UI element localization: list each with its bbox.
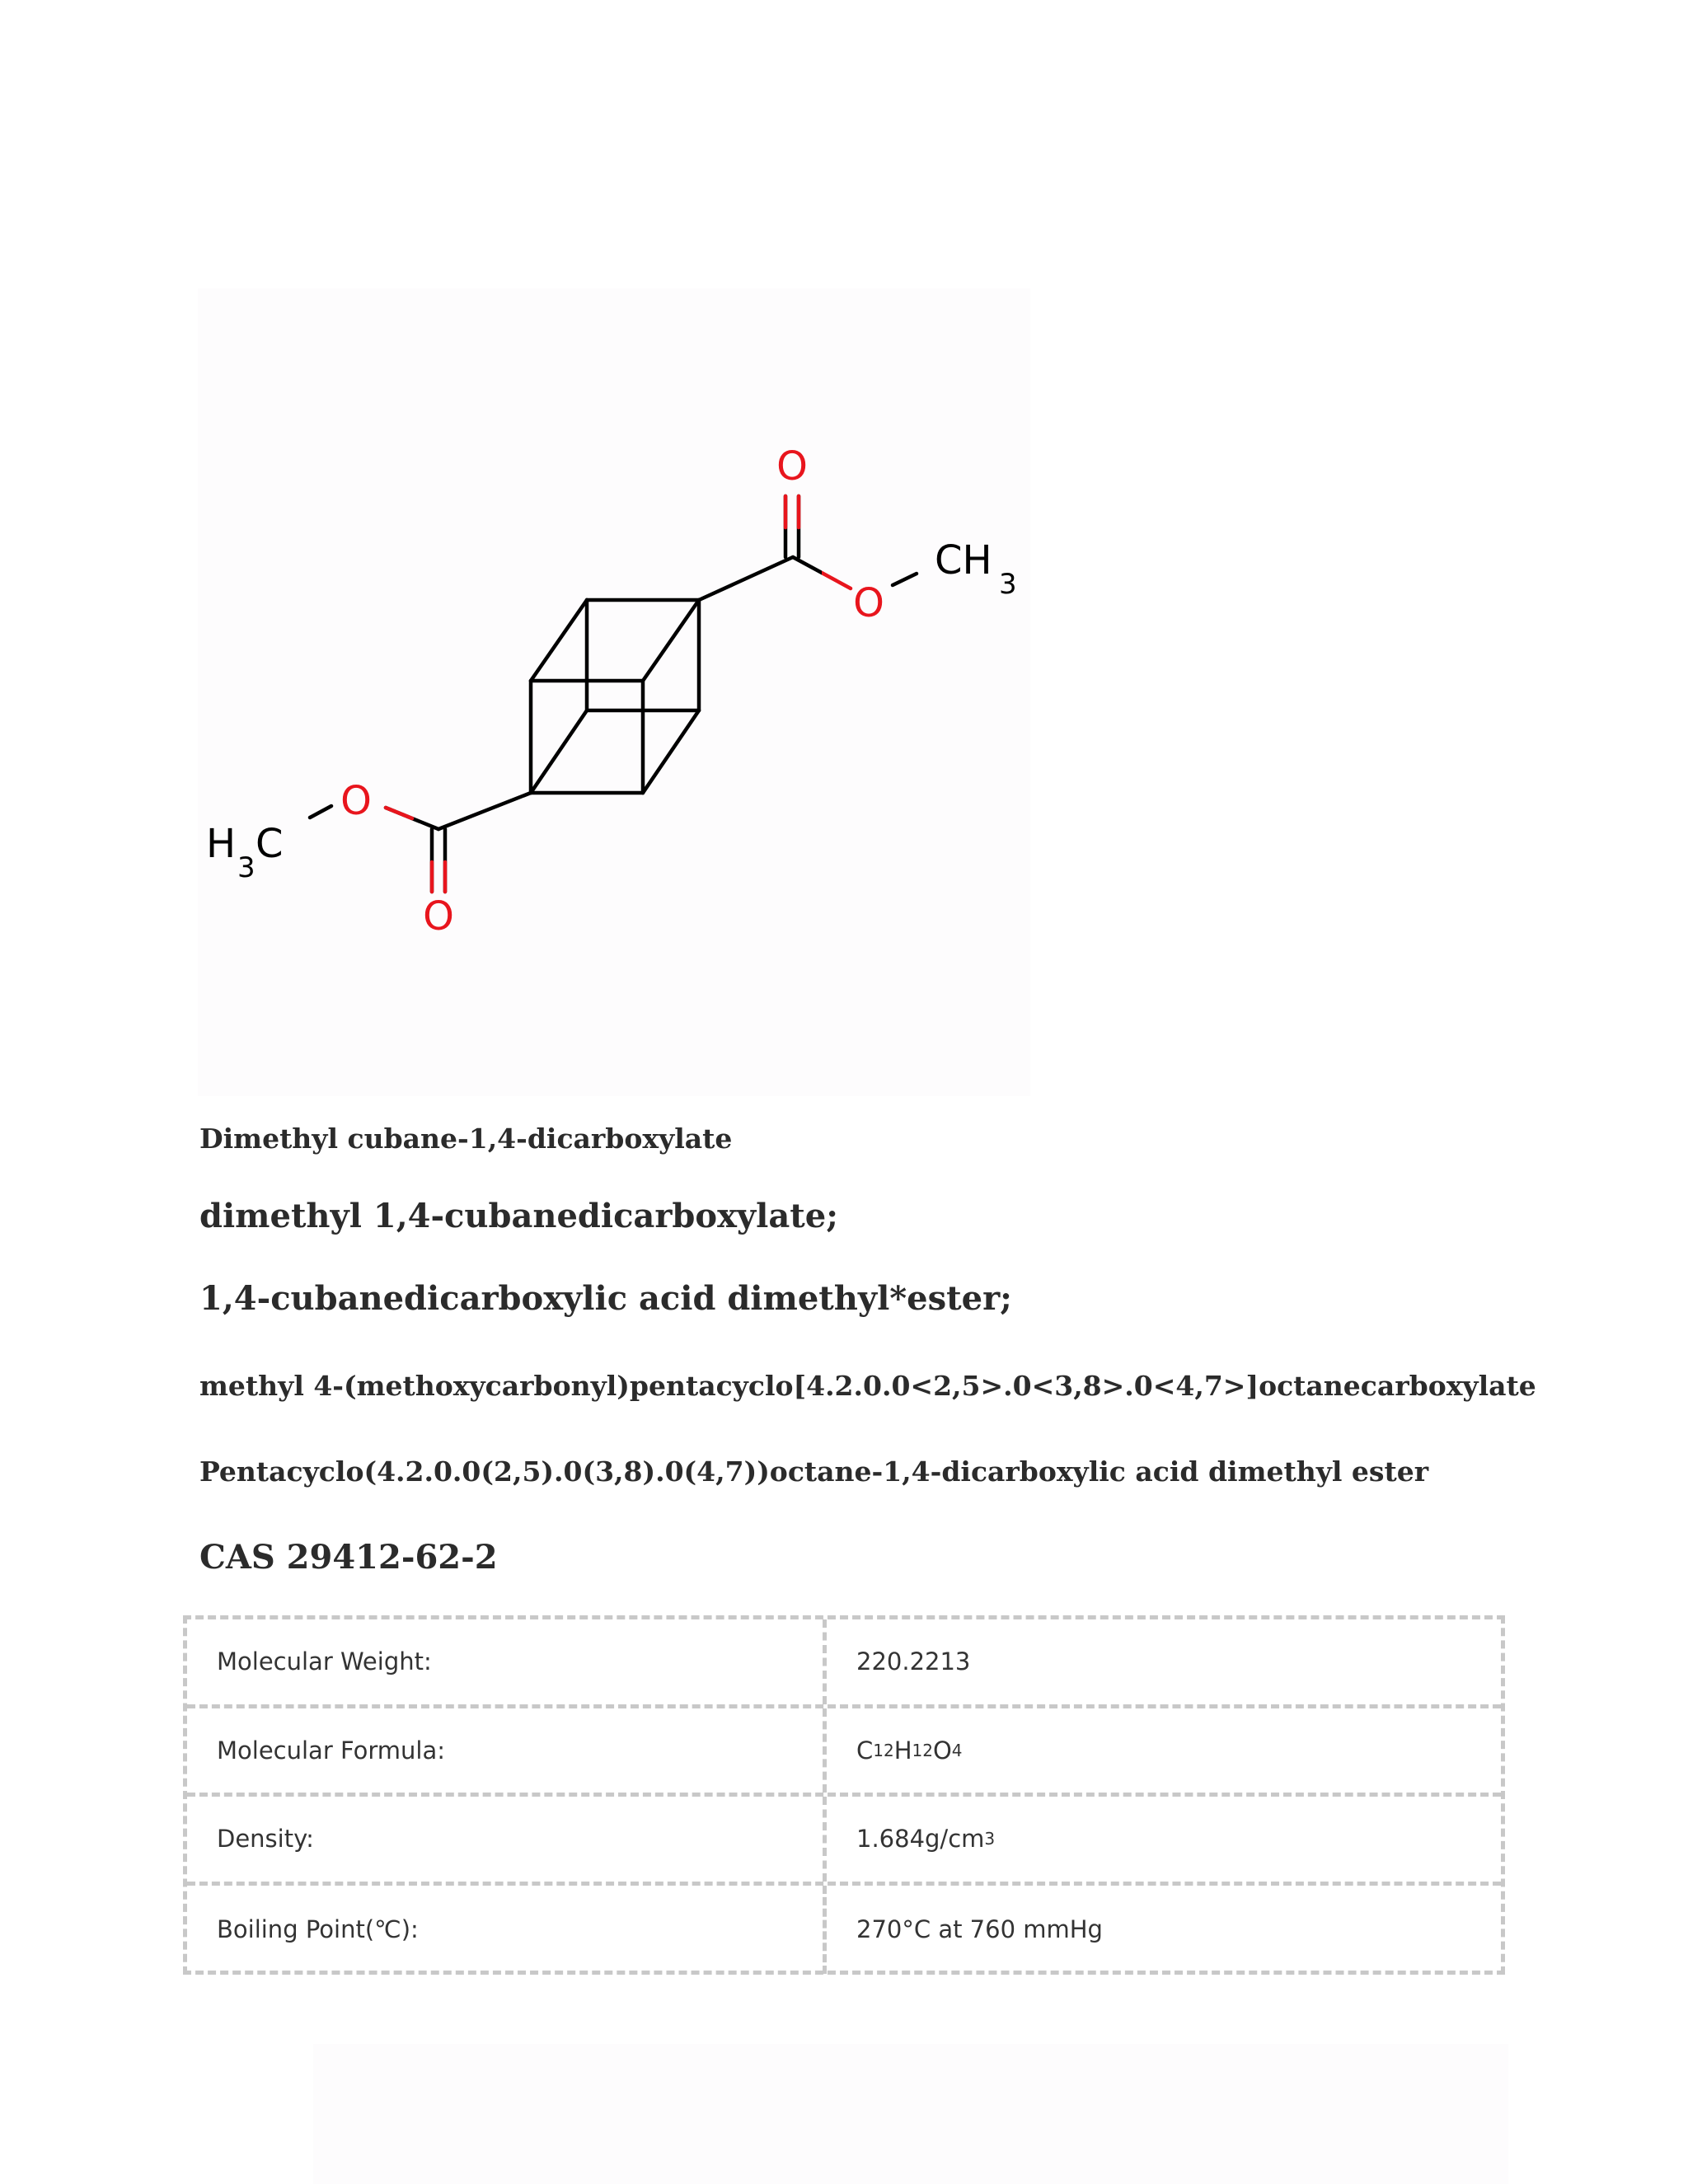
bond: [643, 710, 699, 793]
structure-image: [198, 288, 1030, 1096]
property-label: Molecular Weight:: [187, 1619, 827, 1704]
table-row: [187, 1797, 1501, 1886]
bond: [531, 600, 587, 681]
synonym: Pentacyclo(4.2.0.0(2,5).0(3,8).0(4,7))octane-1,4-dicarboxylic acid dimethyl ester: [199, 1455, 1429, 1488]
atom-subscript: 3: [999, 568, 1017, 601]
bond: [531, 710, 587, 793]
atom-oxygen: O: [423, 893, 454, 940]
properties-table: [183, 1615, 1505, 1975]
atom-subscript: 3: [237, 851, 256, 884]
bond-oxygen-part: [386, 808, 412, 818]
atom-carbon: C: [256, 821, 284, 867]
bond: [310, 806, 331, 818]
table-row: [187, 1886, 1501, 1975]
property-value-formula: [827, 1708, 1501, 1793]
property-label: Molecular Formula:: [187, 1708, 827, 1793]
bond: [793, 557, 851, 588]
atom-oxygen: O: [340, 778, 372, 824]
density-value: 1.684g/cm: [856, 1825, 985, 1854]
atom-oxygen: O: [853, 580, 884, 626]
formula-element: H: [893, 1736, 912, 1765]
table-row: [187, 1708, 1501, 1797]
density-exponent: 3: [984, 1829, 996, 1849]
compound-name: Dimethyl cubane-1,4-dicarboxylate: [199, 1122, 733, 1155]
synonym: methyl 4-(methoxycarbonyl)pentacyclo[4.2.0.0<2,5>.0<3,8>.0<4,7>]octanecarboxylate: [199, 1370, 1536, 1402]
property-value: 270°C at 760 mmHg: [856, 1915, 1103, 1944]
bond: [893, 574, 917, 585]
background-panel: [313, 2044, 1508, 2184]
synonym: dimethyl 1,4-cubanedicarboxylate;: [199, 1197, 838, 1235]
formula-count: 12: [873, 1740, 894, 1760]
formula-element: C: [856, 1736, 874, 1765]
table-row: [187, 1619, 1501, 1708]
formula-element: O: [932, 1736, 952, 1765]
atom-methyl-label: CH: [935, 537, 992, 583]
atom-oxygen: O: [776, 443, 808, 490]
property-label: Density:: [187, 1797, 827, 1882]
atom-methyl-label: H: [206, 821, 237, 867]
bond: [643, 600, 699, 681]
formula-count: 12: [912, 1740, 933, 1760]
property-value: 220.2213: [856, 1647, 971, 1676]
property-label: Boiling Point(℃):: [187, 1886, 827, 1975]
synonym: 1,4-cubanedicarboxylic acid dimethyl*ester;: [199, 1279, 1012, 1318]
formula-count: 4: [951, 1740, 963, 1760]
property-value: [827, 1797, 1501, 1882]
cubane-structure-diagram: [198, 288, 1030, 1096]
cas-number: CAS 29412-62-2: [199, 1538, 498, 1577]
bond: [699, 557, 793, 600]
bond: [438, 793, 531, 829]
